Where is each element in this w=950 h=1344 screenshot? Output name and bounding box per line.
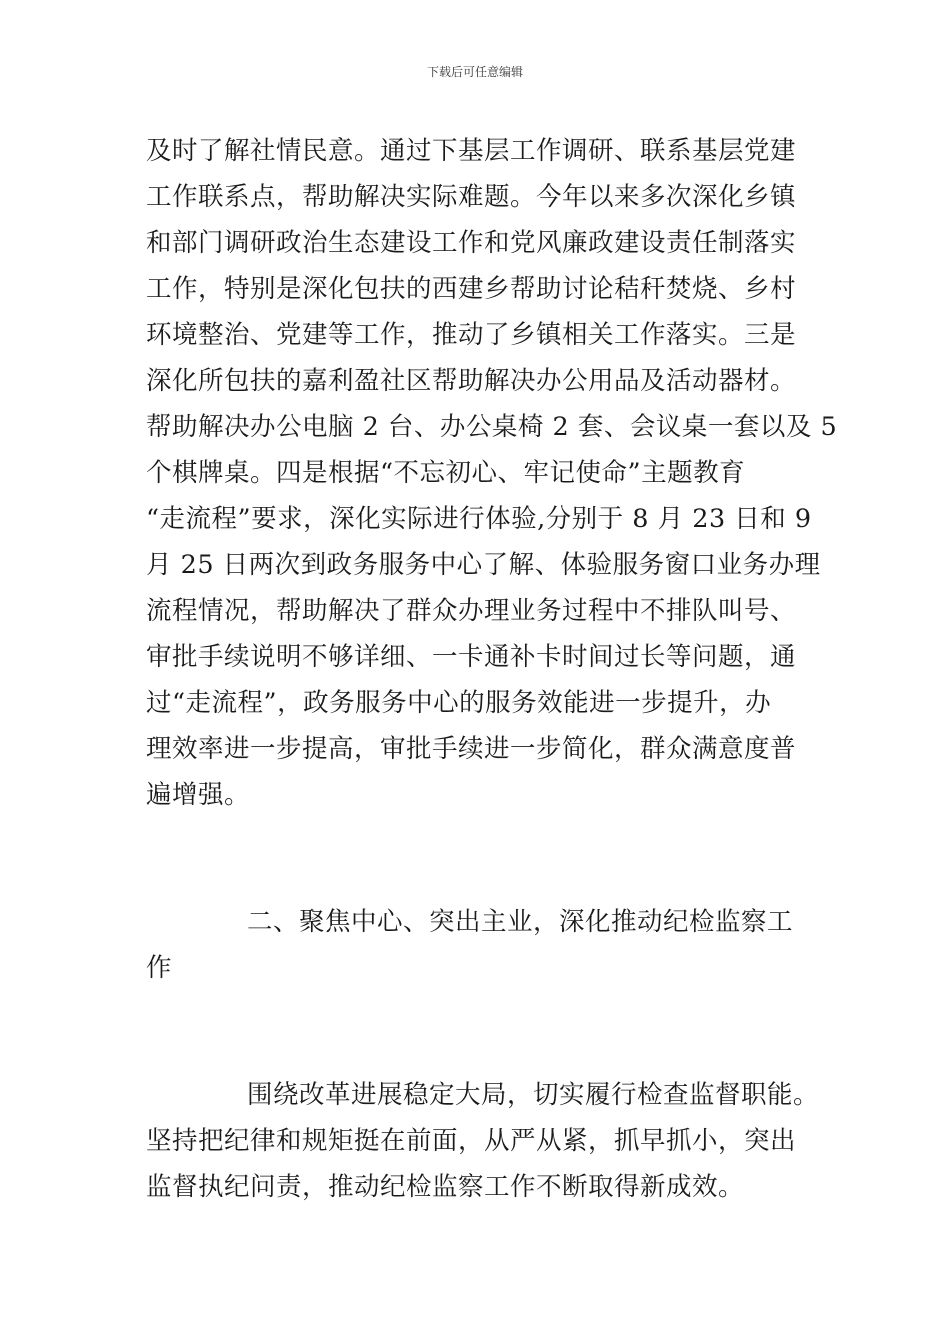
page-header: 下载后可任意编辑 xyxy=(426,65,523,79)
body-text-line: 流程情况，帮助解决了群众办理业务过程中不排队叫号、 xyxy=(146,596,797,626)
body-text-line: 工作，特别是深化包扶的西建乡帮助讨论秸秆焚烧、乡村 xyxy=(146,274,797,304)
body-text-line: 环境整治、党建等工作，推动了乡镇相关工作落实。三是 xyxy=(146,320,797,350)
section-heading: 二、聚焦中心、突出主业，深化推动纪检监察工 xyxy=(247,907,794,937)
body-text-line: 及时了解社情民意。通过下基层工作调研、联系基层党建 xyxy=(146,136,797,166)
body-text-line: 个棋牌桌。四是根据“不忘初心、牢记使命”主题教育 xyxy=(146,458,746,488)
body-text-line: 监督执纪问责，推动纪检监察工作不断取得新成效。 xyxy=(146,1172,745,1202)
body-text-line: 和部门调研政治生态建设工作和党风廉政建设责任制落实 xyxy=(146,228,797,258)
body-text-line: 帮助解决办公电脑 2 台、办公桌椅 2 套、会议桌一套以及 5 xyxy=(146,412,838,442)
body-text-line: 过“走流程”，政务服务中心的服务效能进一步提升，办 xyxy=(146,688,772,718)
body-text-line: 深化所包扶的嘉利盈社区帮助解决办公用品及活动器材。 xyxy=(146,366,797,396)
body-text-line: “走流程”要求，深化实际进行体验,分别于 8 月 23 日和 9 xyxy=(146,504,812,534)
section-heading-continuation: 作 xyxy=(146,953,173,983)
body-text-line: 理效率进一步提高，审批手续进一步简化，群众满意度普 xyxy=(146,734,797,764)
body-text-line: 审批手续说明不够详细、一卡通补卡时间过长等问题，通 xyxy=(146,642,797,672)
body-text-line: 围绕改革进展稳定大局，切实履行检查监督职能。 xyxy=(247,1080,820,1110)
body-text-line: 坚持把纪律和规矩挺在前面，从严从紧，抓早抓小，突出 xyxy=(146,1126,797,1156)
body-text-line: 月 25 日两次到政务服务中心了解、体验服务窗口业务办理 xyxy=(146,550,821,580)
body-text-line: 工作联系点，帮助解决实际难题。今年以来多次深化乡镇 xyxy=(146,182,797,212)
body-text-line: 遍增强。 xyxy=(146,780,251,810)
